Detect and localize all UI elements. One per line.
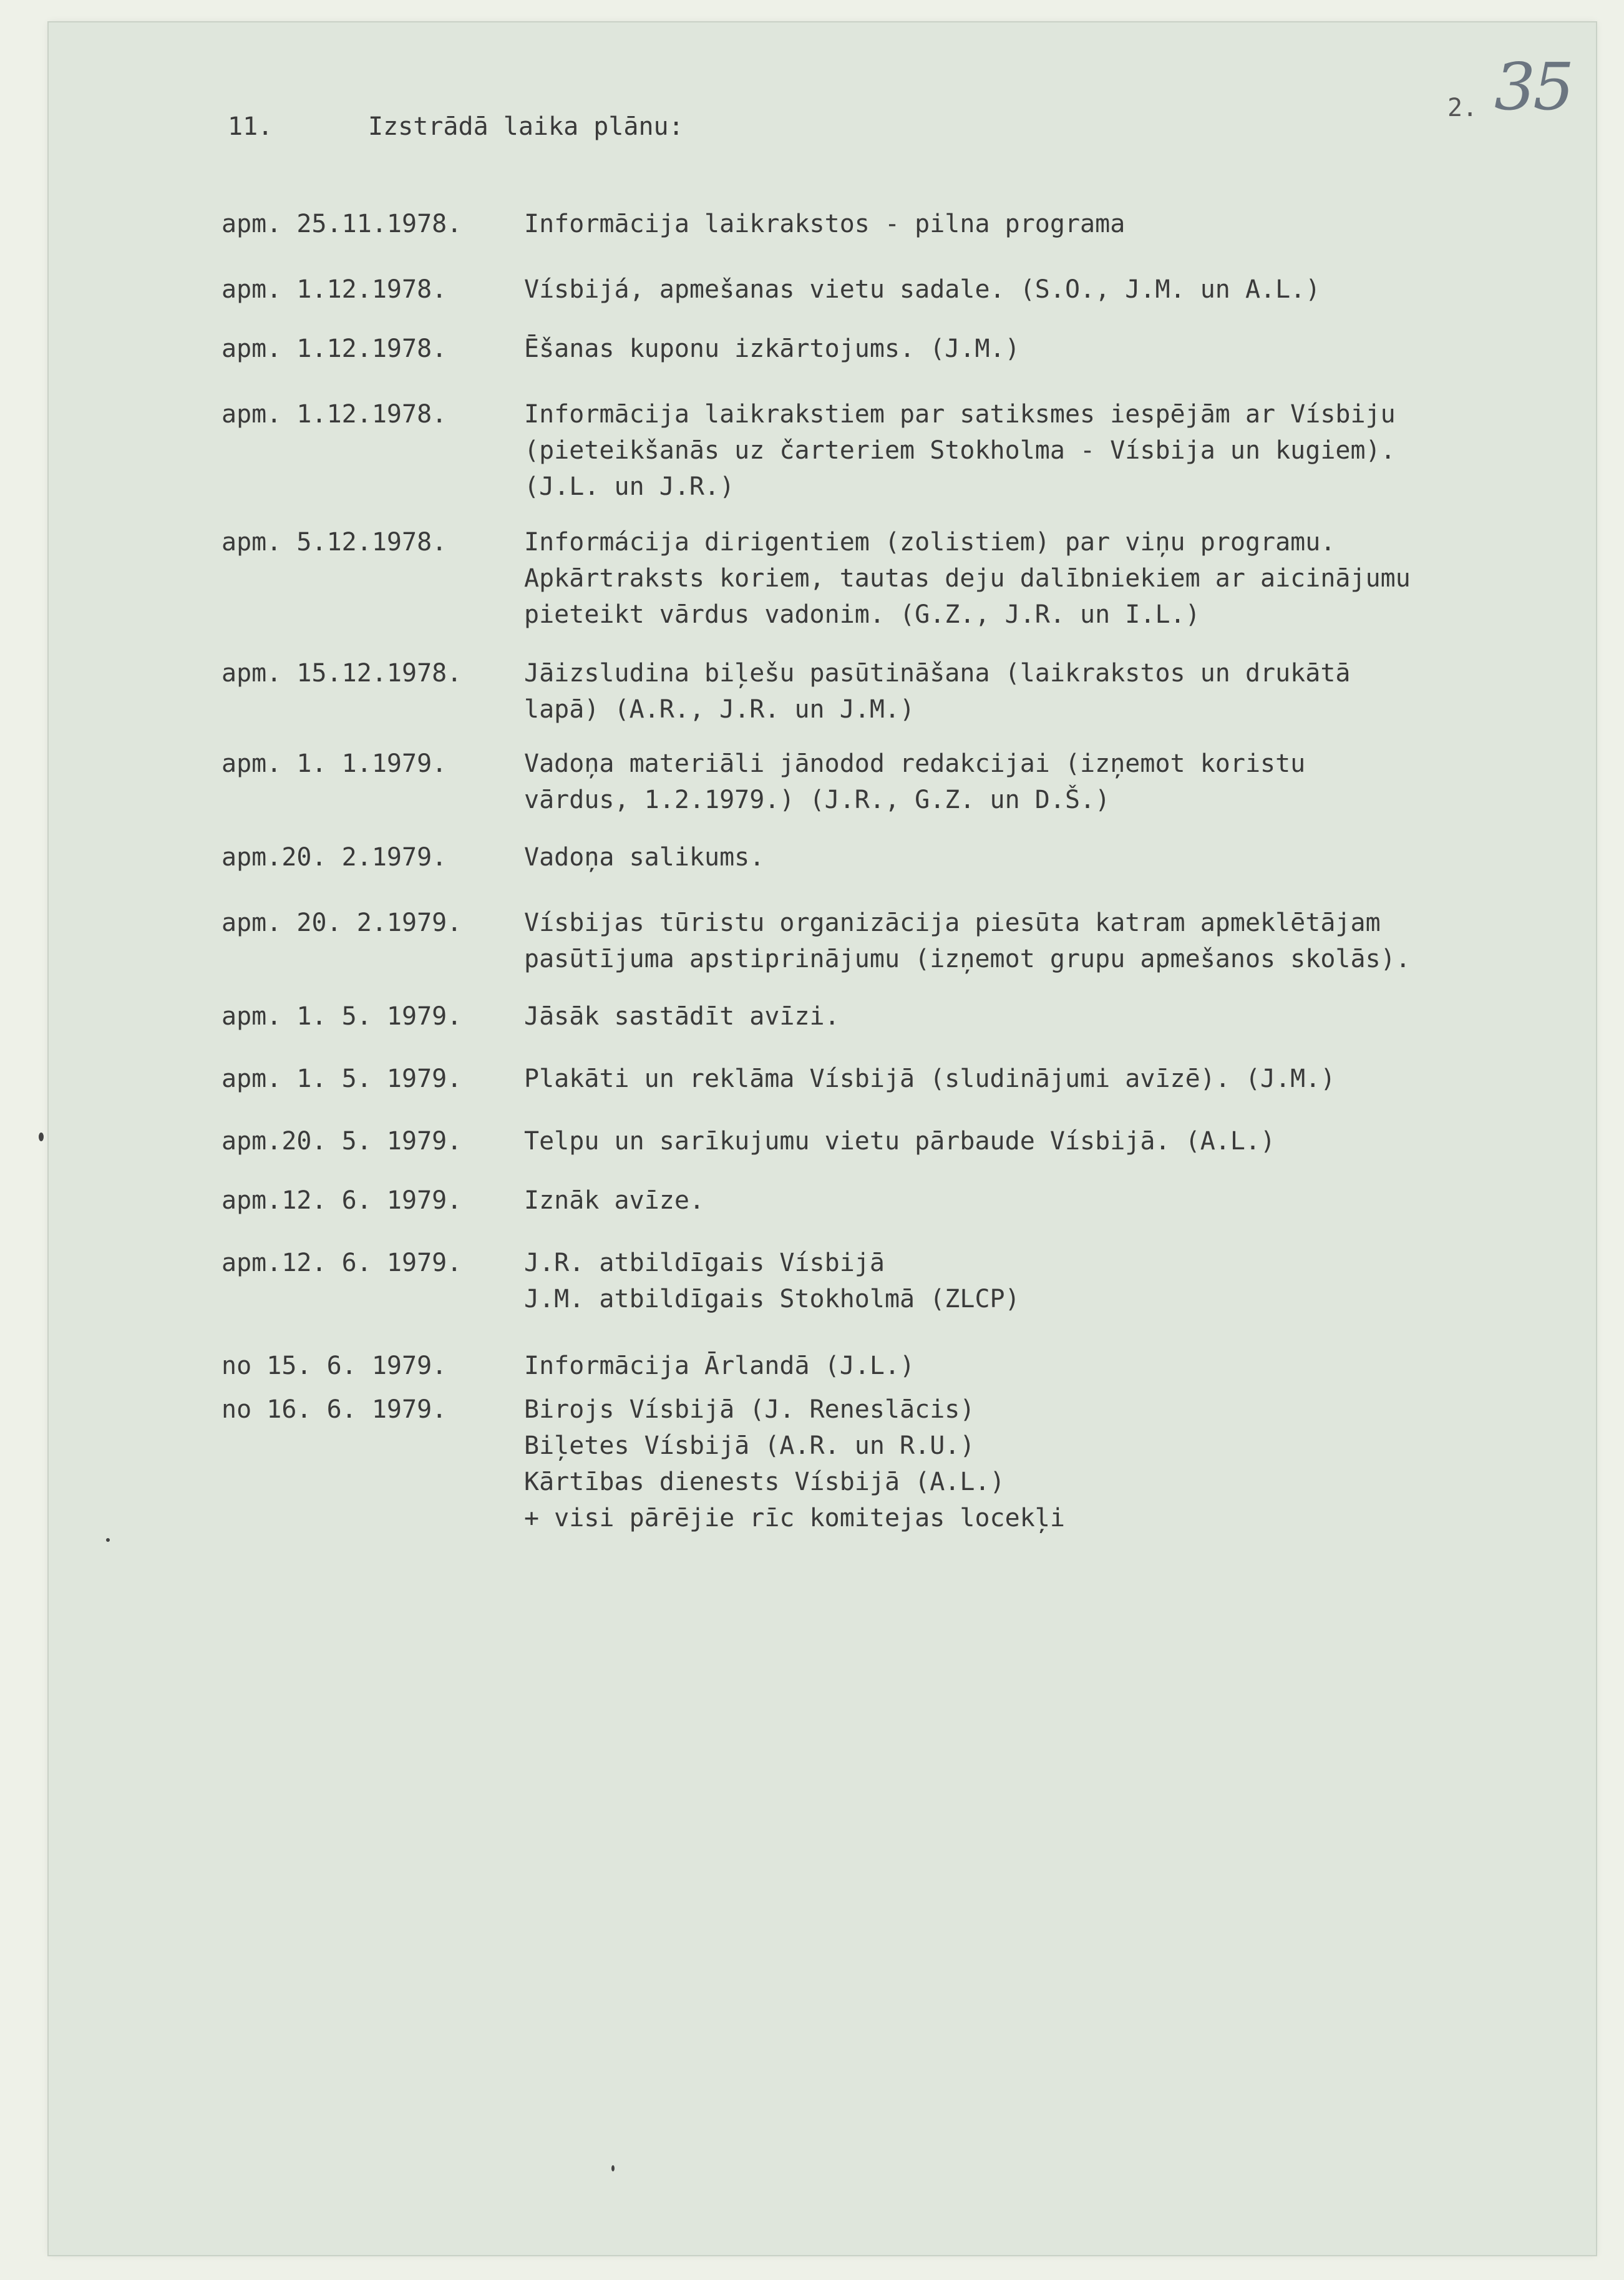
section-title: Izstrādā laika plānu: [368,112,684,141]
entry-date: apm.20. 2.1979. [221,843,447,872]
entry-date: apm. 1. 1.1979. [221,749,447,778]
handwritten-folio-number: 35 [1494,49,1572,125]
entry-description [524,271,1497,308]
entry-date: apm. 1.12.1978. [221,334,447,363]
entry-description-line: (J.L. un J.R.) [524,472,735,501]
entry-date: apm.12. 6. 1979. [221,1249,462,1277]
entry-description [524,206,1497,242]
paper-speck [611,2165,615,2171]
entry-description-line: Informácija dirigentiem (zolistiem) par viņu programu. [524,528,1336,557]
paper-speck [106,1538,110,1542]
entry-date: no 15. 6. 1979. [221,1352,447,1380]
entry-description [524,1123,1497,1159]
entry-description-line: lapā) (A.R., J.R. un J.M.) [524,695,915,724]
entry-description-line: Informācija Ārlandā (J.L.) [524,1352,915,1380]
entry-description-line: J.R. atbildīgais Vísbijā [524,1249,885,1277]
entry-description-line: Kārtības dienests Vísbijā (A.L.) [524,1468,1005,1496]
entry-date: apm. 15.12.1978. [221,659,462,688]
entry-description-line: (pieteikšanās uz čarteriem Stokholma - Vísbija un kugiem). [524,436,1396,465]
paper-speck [39,1133,44,1141]
entry-description [524,839,1497,875]
entry-description-line: Vadoņa materiāli jānodod redakcijai (izņemot koristu [524,749,1306,778]
entry-date: apm.12. 6. 1979. [221,1186,462,1215]
entry-description [524,1061,1497,1097]
entry-description-line: Ēšanas kuponu izkārtojums. (J.M.) [524,334,1020,363]
entry-description-line: pieteikt vārdus vadonim. (G.Z., J.R. un I.L.) [524,600,1200,629]
entry-description [524,1182,1497,1219]
entry-description-line: Jāizsludina biļešu pasūtināšana (laikrakstos un drukātā [524,659,1351,688]
section-number: 11. [228,112,273,141]
entry-description-line: Jāsāk sastādīt avīzi. [524,1002,840,1031]
entry-date: no 16. 6. 1979. [221,1395,447,1424]
entry-description [524,331,1497,367]
entry-description-line: Birojs Vísbijā (J. Reneslācis) [524,1395,975,1424]
entry-description-line: Apkārtraksts koriem, tautas deju dalībniekiem ar aicinājumu [524,564,1411,593]
entry-description [524,746,1497,818]
entry-description [524,905,1497,977]
entry-description-line: Vísbijá, apmešanas vietu sadale. (S.O., J.M. un A.L.) [524,275,1321,304]
entry-description-line: Biļetes Vísbijā (A.R. un R.U.) [524,1431,975,1460]
entry-description-line: Informācija laikrakstiem par satiksmes iespējām ar Vísbiju [524,400,1396,429]
entry-date: apm. 1.12.1978. [221,275,447,304]
entry-description-line: J.M. atbildīgais Stokholmā (ZLCP) [524,1285,1020,1313]
entry-description-line: Vadoņa salikums. [524,843,765,872]
entry-date: apm. 25.11.1978. [221,210,462,238]
entry-description [524,396,1497,505]
entry-description [524,1245,1497,1317]
entry-description [524,655,1497,728]
entry-description [524,1391,1497,1536]
entry-description-line: Informācija laikrakstos - pilna programa [524,210,1126,238]
entry-description [524,998,1497,1035]
page-number: 2. [1447,94,1478,122]
entry-description-line: Vísbijas tūristu organizācija piesūta katram apmeklētājam [524,909,1381,937]
entry-description-line: Iznāk avīze. [524,1186,704,1215]
entry-date: apm. 1. 5. 1979. [221,1064,462,1093]
entry-date: apm. 5.12.1978. [221,528,447,557]
entry-date: apm.20. 5. 1979. [221,1127,462,1156]
entry-description-line: Plakāti un reklāma Vísbijā (sludinājumi avīzē). (J.M.) [524,1064,1336,1093]
entry-description-line: Telpu un sarīkujumu vietu pārbaude Vísbijā. (A.L.) [524,1127,1276,1156]
entry-date: apm. 1. 5. 1979. [221,1002,462,1031]
entry-description-line: + visi pārējie rīc komitejas locekļi [524,1504,1065,1532]
entry-date: apm. 20. 2.1979. [221,909,462,937]
entry-description-line: pasūtījuma apstiprinājumu (izņemot grupu apmešanos skolās). [524,945,1411,973]
entry-date: apm. 1.12.1978. [221,400,447,429]
entry-description [524,1348,1497,1384]
entry-description [524,524,1497,633]
entry-description-line: vārdus, 1.2.1979.) (J.R., G.Z. un D.Š.) [524,786,1111,814]
